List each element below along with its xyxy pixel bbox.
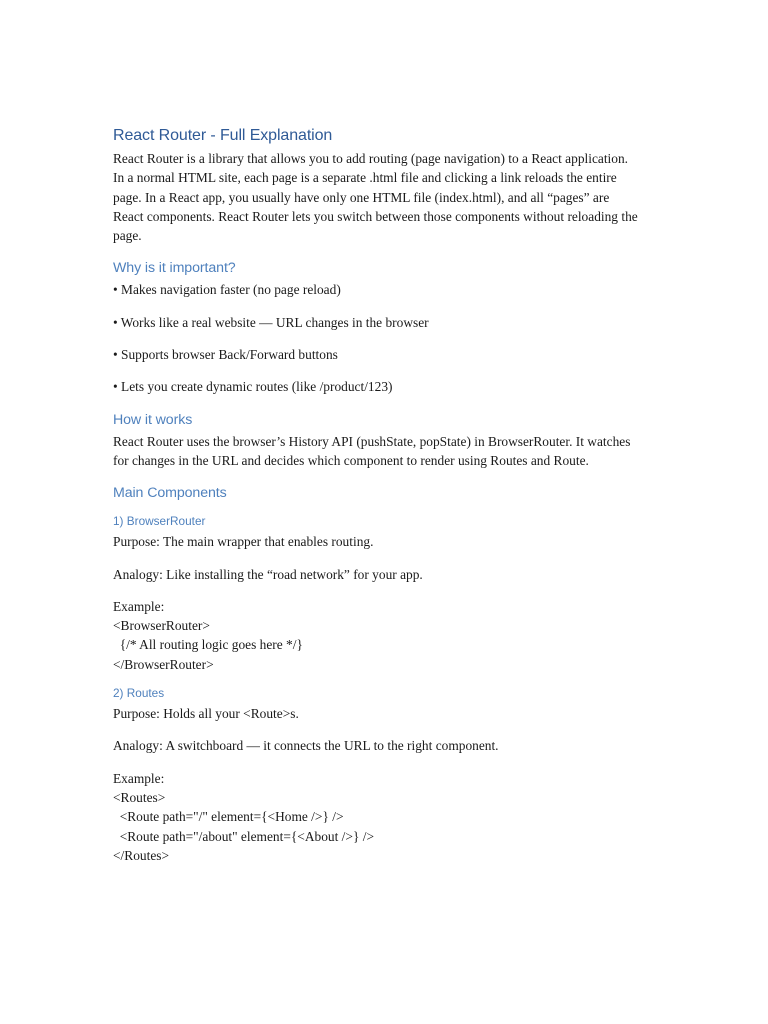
code-line: <Route path="/" element={<Home />} />: [113, 809, 344, 825]
code-line: </Routes>: [113, 847, 170, 863]
code-line: <Routes>: [113, 789, 166, 805]
routes-purpose: Purpose: Holds all your <Route>s.: [113, 706, 299, 722]
routes-analogy: Analogy: A switchboard — it connects the URL to the right component.: [113, 738, 499, 754]
bullet-item: • Makes navigation faster (no page reload): [113, 282, 341, 298]
browserrouter-purpose: Purpose: The main wrapper that enables routing.: [113, 534, 374, 550]
browserrouter-analogy: Analogy: Like installing the “road network” for your app.: [113, 566, 423, 582]
code-line: {/* All routing logic goes here */}: [113, 637, 303, 653]
why-bullet-list: [113, 280, 653, 396]
code-line: </BrowserRouter>: [113, 656, 214, 672]
routes-heading: 2) Routes: [113, 686, 165, 701]
code-line: <BrowserRouter>: [113, 618, 210, 634]
routes-code-block: [113, 788, 653, 865]
browserrouter-example-label: Example:: [113, 598, 165, 614]
bullet-item: • Works like a real website — URL changes in the browser: [113, 314, 429, 330]
browserrouter-code-block: [113, 616, 653, 674]
bullet-item: • Supports browser Back/Forward buttons: [113, 347, 338, 363]
intro-paragraph: React Router is a library that allows you to add routing (page navigation) to a React application. In a normal HTML site, each page is a separate .html file and clicking a link reloads the entire page. In a React app, you usually have only one HTML file (index.html), and all “pages” are React components. React Router lets you switch between those components without reloading the page.: [113, 151, 642, 244]
routes-example-label: Example:: [113, 770, 165, 786]
code-line: <Route path="/about" element={<About />} />: [113, 828, 374, 844]
bullet-item: • Lets you create dynamic routes (like /product/123): [113, 379, 393, 395]
why-heading: Why is it important?: [113, 260, 236, 277]
document-page: [113, 126, 653, 865]
browserrouter-heading: 1) BrowserRouter: [113, 514, 206, 529]
document-title: React Router - Full Explanation: [113, 127, 333, 144]
how-paragraph: React Router uses the browser’s History API (pushState, popState) in BrowserRouter. It watches for changes in the URL and decides which component to render using Routes and Route.: [113, 433, 634, 468]
main-components-heading: Main Components: [113, 485, 227, 502]
how-heading: How it works: [113, 411, 193, 428]
